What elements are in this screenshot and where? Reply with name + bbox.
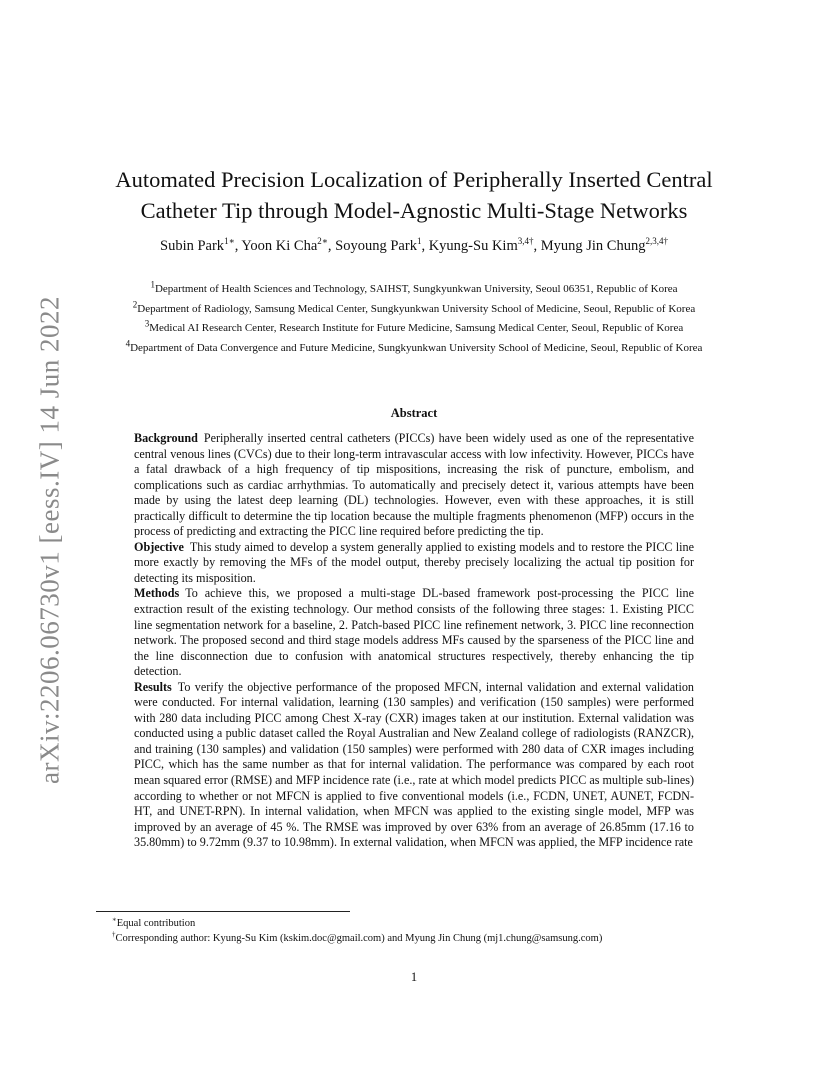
- affiliation: $^2$Department of Radiology, Samsung Medical Center, Sungkyunkwan University School of Medicine, Seoul, Republic of Korea: [132, 298, 696, 315]
- title-line-2: Catheter Tip through Model-Agnostic Multi-Stage Networks: [140, 198, 688, 223]
- affiliation-list: [60, 280, 768, 358]
- affiliation: $^3$Medical AI Research Center, Research Institute for Future Medicine, Samsung Medical Center, Seoul, Republic of Korea: [144, 318, 684, 334]
- section-label: Background: [134, 431, 198, 445]
- author: Kyung-Su Kim$^{3,4\dagger}$,: [428, 236, 541, 254]
- author: Subin Park$^{1∗}$,: [160, 236, 242, 254]
- abstract-paragraph-objective: Objective This study aimed to develop a system generally applied to existing models and to restore the PICC line more exactly by removing the MFs of the model output, thereby precisely localizing the actual tip position for detecting its misposition.: [134, 539, 694, 585]
- author: Soyoung Park$^1$,: [335, 236, 429, 254]
- footnotes: [112, 916, 602, 946]
- section-label: Objective: [134, 539, 184, 554]
- affiliation: $^4$Department of Data Convergence and Future Medicine, Sungkyunkwan University School of Medicine, Seoul, Republic of Korea: [125, 337, 703, 354]
- arxiv-identifier-stamp: arXiv:2206.06730v1 [eess.IV] 14 Jun 2022: [34, 296, 65, 784]
- page-number: 1: [410, 970, 418, 984]
- author: Myung Jin Chung$^{2,3,4\dagger}$: [540, 236, 668, 254]
- title-line-1: Automated Precision Localization of Peripherally Inserted Central: [115, 167, 713, 192]
- paper-title: [80, 164, 748, 226]
- abstract-paragraph-methods: Methods To achieve this, we proposed a multi-stage DL-based framework post-processing the PICC line extraction result of the existing technology. Our method consists of the following three stages: 1. Existing PICC line segmentation network for a baseline, 2. Patch-based PICC line refinement network, 3. PICC line reconnection network. The proposed second and third stage models address MFs caused by the sparseness of the PICC line and the line disconnection due to confusion with anatomical structures respectively, thereby enhancing the tip detection.: [134, 586, 694, 679]
- footnote-divider: [96, 911, 350, 912]
- footnote-equal-contribution: ∗Equal contribution: [112, 915, 196, 929]
- author: Yoon Ki Cha$^{2∗}$,: [241, 236, 336, 254]
- affiliation: $^1$Department of Health Sciences and Technology, SAIHST, Sungkyunkwan University, Seoul 06351, Republic of Korea: [150, 279, 678, 295]
- footnote-corresponding-author: †Corresponding author: Kyung-Su Kim (kskim.doc@gmail.com) and Myung Jin Chung (mj1.chung@samsung.com): [112, 930, 603, 944]
- author-list: [60, 238, 768, 255]
- abstract-heading: Abstract: [390, 406, 438, 420]
- abstract-paragraph-background: Background Peripherally inserted central catheters (PICCs) have been widely used as one of the representative central venous lines (CVCs) due to their long-term intravascular access with low infectivity. However, PICCs have a fatal drawback of a high frequency of tip mispositions, increasing the risk of puncture, embolism, and complications such as cardiac arrhythmias. To automatically and precisely detect it, various attempts have been made by using the latest deep learning (DL) technologies. However, even with these approaches, it is still practically difficult to determine the tip location because the multiple fragments phenomenon (MFP) occurs in the process of predicting and extracting the PICC line required before predicting the tip.: [134, 431, 694, 539]
- abstract-body: [134, 431, 694, 851]
- section-label: Methods: [134, 586, 180, 601]
- abstract-paragraph-results: Results To verify the objective performance of the proposed MFCN, internal validation and external validation were conducted. For internal validation, learning (130 samples) and verification (150 samples) were performed with 280 data including PICC among Chest X-ray (CXR) images taken at our institution. External validation was conducted using a public dataset called the Royal Australian and New Zealand college of radiologists (RANZCR), and training (130 samples) and validation (150 samples) were performed with 280 data of CXR images including PICC, which has the same number as that for internal validation. The performance was compared by each root mean squared error (RMSE) and MFP incidence rate (i.e., rate at which model predicts PICC as multiple sub-lines) according to whether or not MFCN is applied to five conventional models (i.e., FCDN, UNET, AUNET, FCDN-HT, and UNET-RPN). In internal validation, when MFCN was applied to the existing single model, MFP was improved by an average of 45 %. The RMSE was improved by over 63% from an average of 26.85mm (17.16 to 35.80mm) to 9.72mm (9.37 to 10.98mm). In external validation, when MFCN was applied, the MFP incidence rate: [134, 679, 694, 850]
- section-label: Results: [134, 679, 172, 694]
